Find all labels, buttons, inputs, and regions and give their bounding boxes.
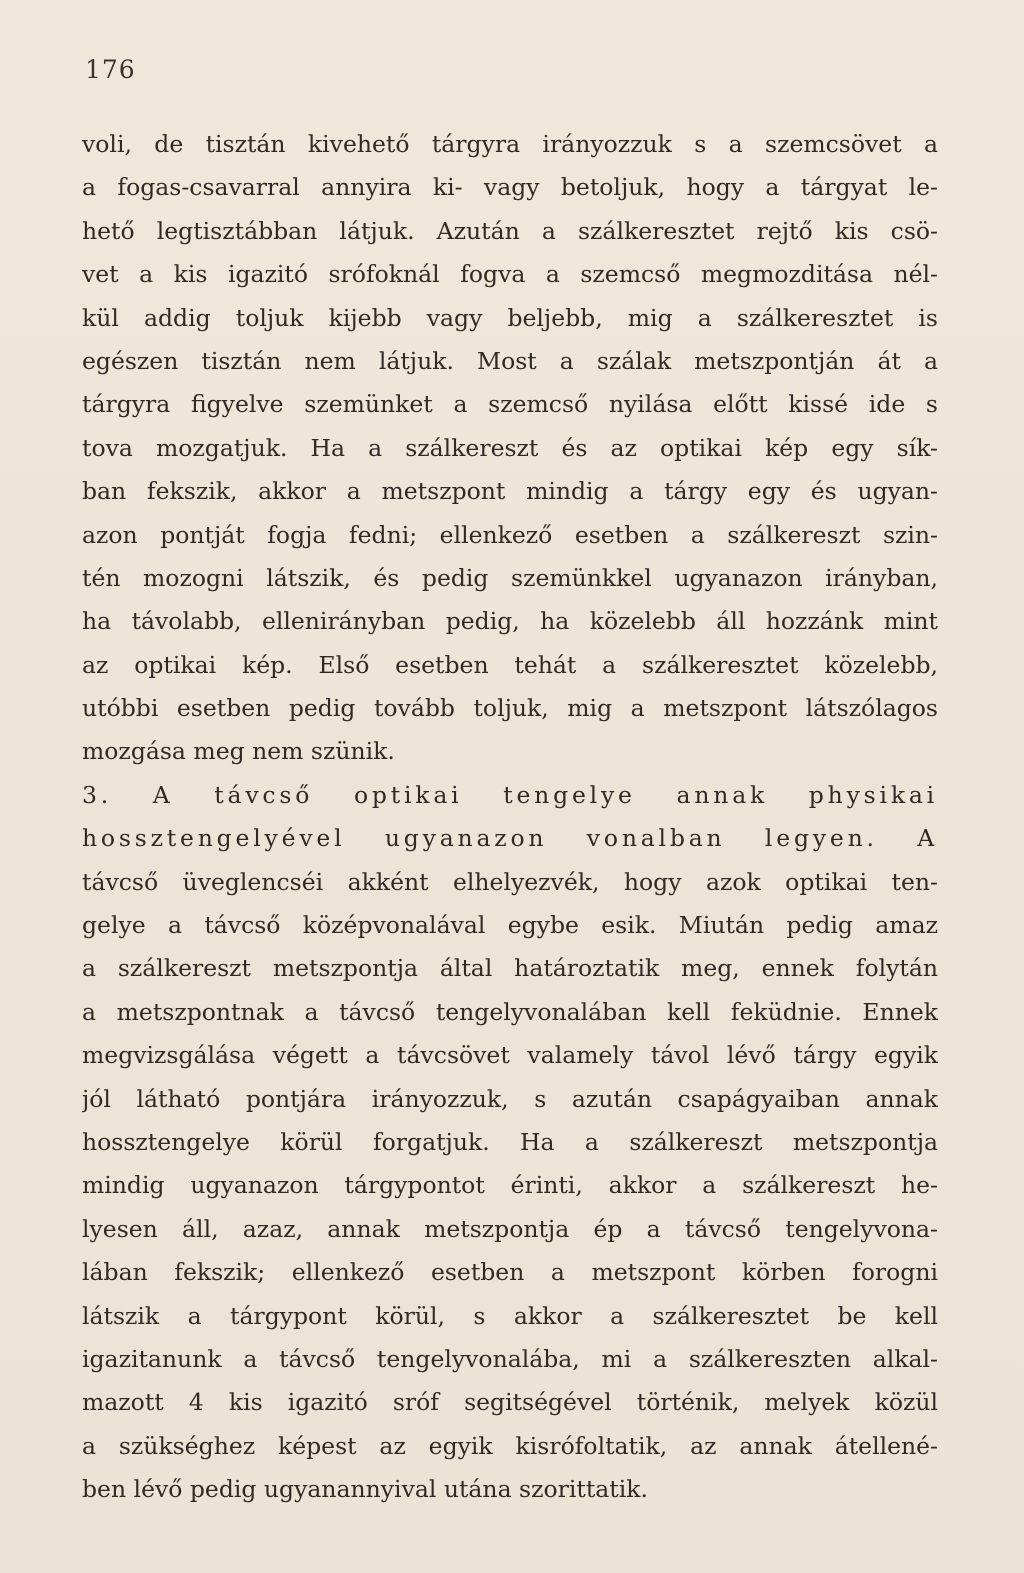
text-line: az optikai kép. Első esetben tehát a szálkeresztet közelebb, <box>82 650 938 679</box>
text-line: utóbbi esetben pedig tovább toljuk, mig a metszpont látszólagos <box>82 694 938 723</box>
text-line: ha távolabb, ellenirányban pedig, ha közelebb áll hozzánk mint <box>82 607 938 636</box>
text-line: kül addig toljuk kijebb vagy beljebb, mig a szálkeresztet is <box>82 303 938 332</box>
section-heading-line: 3. A távcső optikai tengelye annak physikai <box>82 780 938 809</box>
page-number: 176 <box>85 55 136 84</box>
text-line: gelye a távcső középvonalával egybe esik. Miután pedig amaz <box>82 911 938 940</box>
text-line: hető legtisztábban látjuk. Azután a szálkeresztet rejtő kis csö- <box>82 216 938 245</box>
text-line: mozgása meg nem szünik. <box>82 737 395 766</box>
text-line: tén mozogni látszik, és pedig szemünkkel ugyanazon irányban, <box>82 563 938 592</box>
body-text <box>82 123 938 1512</box>
text-line: voli, de tisztán kivehető tárgyra irányozzuk s a szemcsövet a <box>82 130 938 158</box>
text-line: mindig ugyanazon tárgypontot érinti, akkor a szálkereszt he- <box>82 1171 938 1200</box>
text-line: jól látható pontjára irányozzuk, s azután csapágyaiban annak <box>82 1084 938 1113</box>
text-line: hossztengelye körül forgatjuk. Ha a szálkereszt metszpontja <box>82 1127 938 1156</box>
text-line: ben lévő pedig ugyanannyival utána szorittatik. <box>82 1475 648 1504</box>
text-line: látszik a tárgypont körül, s akkor a szálkeresztet be kell <box>82 1301 938 1330</box>
text-line: igazitanunk a távcső tengelyvonalába, mi a szálkereszten alkal- <box>82 1344 938 1373</box>
text-line: azon pontját fogja fedni; ellenkező esetben a szálkereszt szin- <box>82 520 938 549</box>
section-heading-line: hossztengelyével ugyanazon vonalban legyen. A <box>82 824 938 853</box>
text-line: tova mozgatjuk. Ha a szálkereszt és az optikai kép egy sík- <box>82 433 938 462</box>
text-line: megvizsgálása végett a távcsövet valamely távol lévő tárgy egyik <box>82 1041 938 1070</box>
text-line: a szükséghez képest az egyik kisrófoltatik, az annak átellené- <box>82 1431 938 1460</box>
text-line: a metszpontnak a távcső tengelyvonalában kell feküdnie. Ennek <box>82 997 938 1026</box>
text-line: egészen tisztán nem látjuk. Most a szálak metszpontján át a <box>82 346 938 375</box>
text-line: távcső üveglencséi akként elhelyezvék, hogy azok optikai ten- <box>82 867 938 896</box>
text-line: lyesen áll, azaz, annak metszpontja ép a távcső tengelyvona- <box>82 1214 938 1243</box>
text-line: vet a kis igazitó srófoknál fogva a szemcső megmozditása nél- <box>82 260 938 289</box>
text-line: a szálkereszt metszpontja által határoztatik meg, ennek folytán <box>82 954 938 983</box>
text-line: a fogas-csavarral annyira ki- vagy betoljuk, hogy a tárgyat le- <box>82 173 938 202</box>
text-line: mazott 4 kis igazitó sróf segitségével történik, melyek közül <box>82 1388 938 1417</box>
text-line: lában fekszik; ellenkező esetben a metszpont körben forogni <box>82 1258 938 1287</box>
text-line: ban fekszik, akkor a metszpont mindig a tárgy egy és ugyan- <box>82 477 938 506</box>
text-line: tárgyra figyelve szemünket a szemcső nyilása előtt kissé ide s <box>82 390 938 419</box>
